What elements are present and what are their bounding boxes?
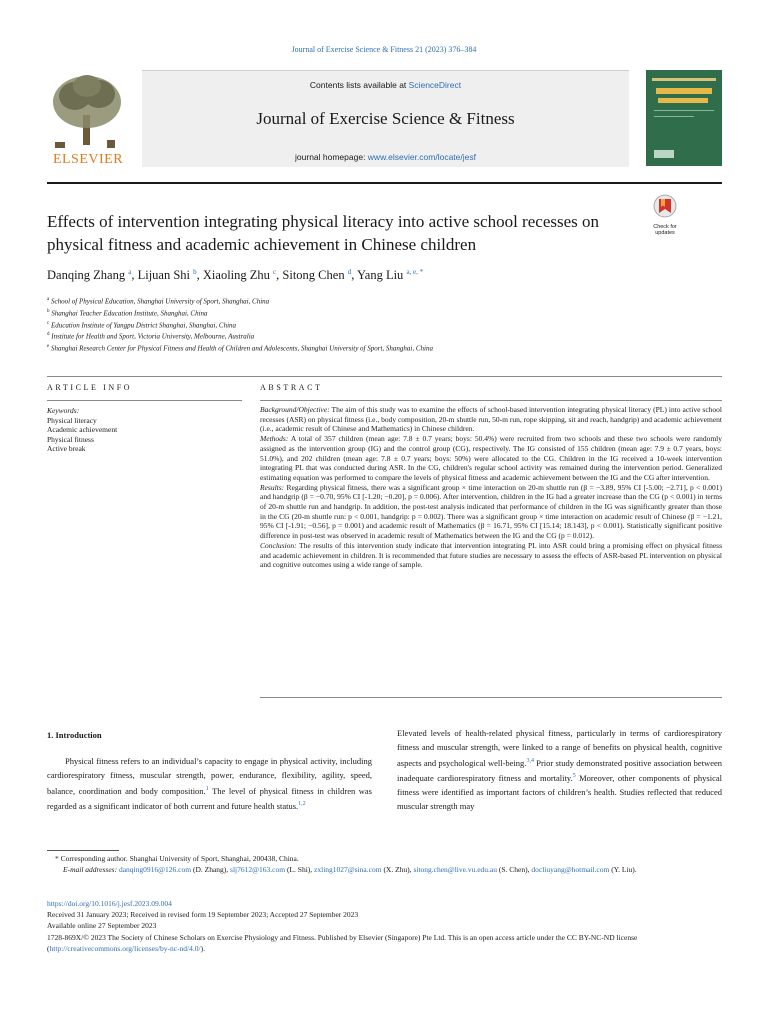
email-link[interactable]: zxling1027@sina.com [314, 865, 382, 874]
available-online: Available online 27 September 2023 [47, 921, 157, 931]
check-updates-label-1: Check for [653, 224, 677, 230]
keyword-item: Physical literacy [47, 415, 97, 425]
affiliation-item: $^a$ School of Physical Education, Shanghai University of Sport, Shanghai, China [47, 297, 270, 306]
doi-link[interactable]: https://doi.org/10.1016/j.jesf.2023.09.004 [47, 899, 172, 908]
sciencedirect-link[interactable]: ScienceDirect [408, 80, 462, 90]
check-updates-label-2: updates [655, 230, 675, 236]
footnote-divider [47, 850, 119, 851]
contents-line: Contents lists available at ScienceDirect [309, 80, 462, 90]
keyword-item: Physical fitness [47, 434, 94, 444]
section-heading-introduction: 1. Introduction [47, 730, 102, 740]
email-label: E-mail addresses: [63, 865, 118, 874]
corresponding-author-footnote [47, 853, 722, 875]
journal-title: Journal of Exercise Science & Fitness [256, 109, 515, 128]
article-history [47, 898, 722, 954]
email-link[interactable]: slj7612@163.com [230, 865, 286, 874]
abstract-label: Conclusion: [260, 540, 297, 550]
citation-ref[interactable]: 1 [205, 785, 209, 792]
journal-citation[interactable]: Journal of Exercise Science & Fitness 21 (2023) 376–384 [291, 45, 477, 54]
affiliation-list [47, 295, 697, 354]
section-divider [47, 376, 722, 377]
abstract-label: Methods: [260, 434, 289, 444]
email-link[interactable]: sitong.chen@live.vu.edu.au [413, 865, 497, 874]
journal-cover-image [646, 70, 722, 166]
citation-ref[interactable]: 3,4 [526, 757, 534, 764]
keyword-item: Academic achievement [47, 425, 118, 434]
journal-header [142, 70, 629, 167]
header-divider [47, 182, 722, 184]
check-for-updates-button[interactable] [644, 193, 686, 236]
license-line: 1728-869X/© 2023 The Society of Chinese Scholars on Exercise Physiology and Fitness. Published by Elsevier (Singapore) Pte Ltd. This is an open access article under the CC BY-NC-ND license (http://creativecommons.org/licenses/by-nc-nd/4.0/). [47, 932, 638, 953]
check-updates-icon [644, 193, 686, 219]
intro-paragraph-left: Physical fitness refers to an individual’s capacity to engage in physical activity, including cardiorespiratory fitness, muscular strength, power, endurance, flexibility, agility, speed, balance, coordination and body composition.$^1$ The level of physical fitness in children was regarded as a significant indicator of both current and future health status.$^{1,2}$ [47, 756, 372, 812]
keywords-label: Keywords: [47, 406, 80, 415]
author[interactable]: Yang Liu $^{a, e, *}$ [357, 268, 424, 283]
masthead [47, 70, 722, 168]
affiliation-item: $^c$ Education Institute of Yangpu District Shanghai, Shanghai, China [47, 320, 237, 329]
author[interactable]: Sitong Chen $^d$ [282, 268, 352, 283]
abstract-label: Results: [260, 482, 285, 492]
elsevier-logo[interactable] [47, 70, 129, 168]
author-list: Danqing Zhang $^a$, Lijuan Shi $^b$, Xiaoling Zhu $^c$, Sitong Chen $^d$, Yang Liu $^{a, e, *}$ [47, 268, 424, 283]
abstract-body [260, 405, 722, 570]
affiliation-item: $^b$ Shanghai Teacher Education Institute, Shanghai, China [47, 308, 208, 318]
affiliation-item: $^e$ Shanghai Research Center for Physical Fitness and Health of Children and Adolescents, Shanghai University of Sport, Shanghai, China [47, 344, 433, 353]
article-info-heading: ARTICLE INFO [47, 383, 133, 392]
article-title: Effects of intervention integrating physical literacy into active school recesses on physical fitness and academic achievement in Chinese children [47, 212, 600, 254]
article-info-divider [47, 400, 242, 401]
author[interactable]: Xiaoling Zhu $^c$ [202, 268, 277, 283]
citation-ref[interactable]: 5 [572, 773, 576, 780]
intro-paragraph-right: Elevated levels of health-related physical fitness, particularly in terms of cardiorespiratory fitness and muscular strength, were linked to a range of benefits on physical health, cognitive aspects and psychological well-being.$^{3,4}$ Prior study demonstrated positive association between inadequate cardiorespiratory fitness and mortality.$^5$ Moreover, other components of physical fitness were identified as important factors of children’s health. Studies reflected that reduced muscular strength may [397, 728, 722, 811]
affiliation-item: $^d$ Institute for Health and Sport, Victoria University, Melbourne, Australia [47, 332, 255, 341]
corresponding-author-line: * Corresponding author. Shanghai University of Sport, Shanghai, 200438, China. [55, 854, 299, 863]
abstract-divider [260, 400, 722, 401]
abstract-paragraph: Methods: A total of 357 children (mean age: 7.8 ± 0.7 years; boys: 50.4%) were recruited from two schools and these two schools were randomly assigned as the intervention group (IG) and the control group (CG), respectively. The IG consisted of 155 children (mean age: 7.9 ± 0.7 years, boys: 51.0%), and 202 children (mean age: 7.8 ± 0.7 years; boys: 50%) were allocated to the CG. Children in the IG received a 10-week intervention integrating PL that was conducted during ASR. In the CG, children's regular school activity was remained during the intervention period. Generalized estimating equation was performed to compare the levels of physical fitness and academic achievement between the IG and the CG after intervention. [260, 434, 722, 482]
email-link[interactable]: docliuyang@hotmail.com [531, 865, 610, 874]
keyword-item: Active break [47, 444, 86, 453]
abstract-paragraph: Conclusion: The results of this intervention study indicate that intervention integrating PL into ASR could bring a promising effect on physical fitness and academic achievement in children. It is recommended that future studies are necessary to assess the effects of ASR-based PL intervention on physical and cognitive outcomes using a wide range of sample. [260, 540, 722, 570]
abstract-heading: ABSTRACT [260, 383, 323, 392]
homepage-line: journal homepage: www.elsevier.com/locate/jesf [295, 152, 476, 162]
email-link[interactable]: danqing0916@126.com [118, 865, 192, 874]
email-line: E-mail addresses: danqing0916@126.com (D. Zhang), slj7612@163.com (L. Shi), zxling1027@sina.com (X. Zhu), sitong.chen@live.vu.edu.au (S. Chen), docliuyang@hotmail.com (Y. Liu). [63, 865, 637, 874]
abstract-bottom-divider [260, 697, 722, 698]
abstract-paragraph: Background/Objective: The aim of this study was to examine the effects of school-based intervention integrating physical literacy (PL) into active school recesses (ASR) on physical fitness (i.e., body composition, 20-m shuttle run, 50-m run, rope skipping, sit and reach, handgrip) and academic achievement (i.e., academic result of Chinese and Mathematics) in Chinese children. [260, 405, 722, 434]
publisher-name: ELSEVIER [52, 152, 124, 167]
author[interactable]: Danqing Zhang $^a$ [47, 268, 132, 283]
citation-ref[interactable]: 1,2 [298, 801, 306, 808]
journal-cover-thumbnail[interactable] [646, 70, 722, 166]
received-dates: Received 31 January 2023; Received in revised form 19 September 2023; Accepted 27 September 2023 [47, 910, 359, 920]
license-link[interactable]: http://creativecommons.org/licenses/by-nc-nd/4.0/ [49, 943, 201, 953]
keywords-block [47, 406, 242, 454]
abstract-label: Background/Objective: [260, 405, 330, 414]
abstract-paragraph: Results: Regarding physical fitness, there was a significant group × time interaction on 20-m shuttle run (β = −3.89, 95% CI [-5.00; −2.71], p < 0.001) and handgrip (β = −0.70, 95% CI [-1.20; −0.20], p = 0.006). After intervention, children in the IG had a greater increase than the CG (p < 0.001) in terms of 20-m shuttle run and handgrip. In addition, the post-test analysis indicated that performance of children in the IG was significantly greater than those in the CG (20-m shuttle run: p < 0.001, handgrip: p = 0.002). There was a significant group × time interaction on academic result of Chinese (β = −1.21, 95% CI [-1.91; −0.56], p = 0.001) and academic result of Mathematics (β = 16.71, 95% CI [15.14; 18.143], p < 0.001). Statistically significant positive difference in post-test was observed in academic result of Mathematics between the IG and the CG (p = 0.012). [260, 482, 722, 541]
author[interactable]: Lijuan Shi $^b$ [137, 268, 197, 283]
journal-homepage-link[interactable]: www.elsevier.com/locate/jesf [367, 152, 476, 162]
